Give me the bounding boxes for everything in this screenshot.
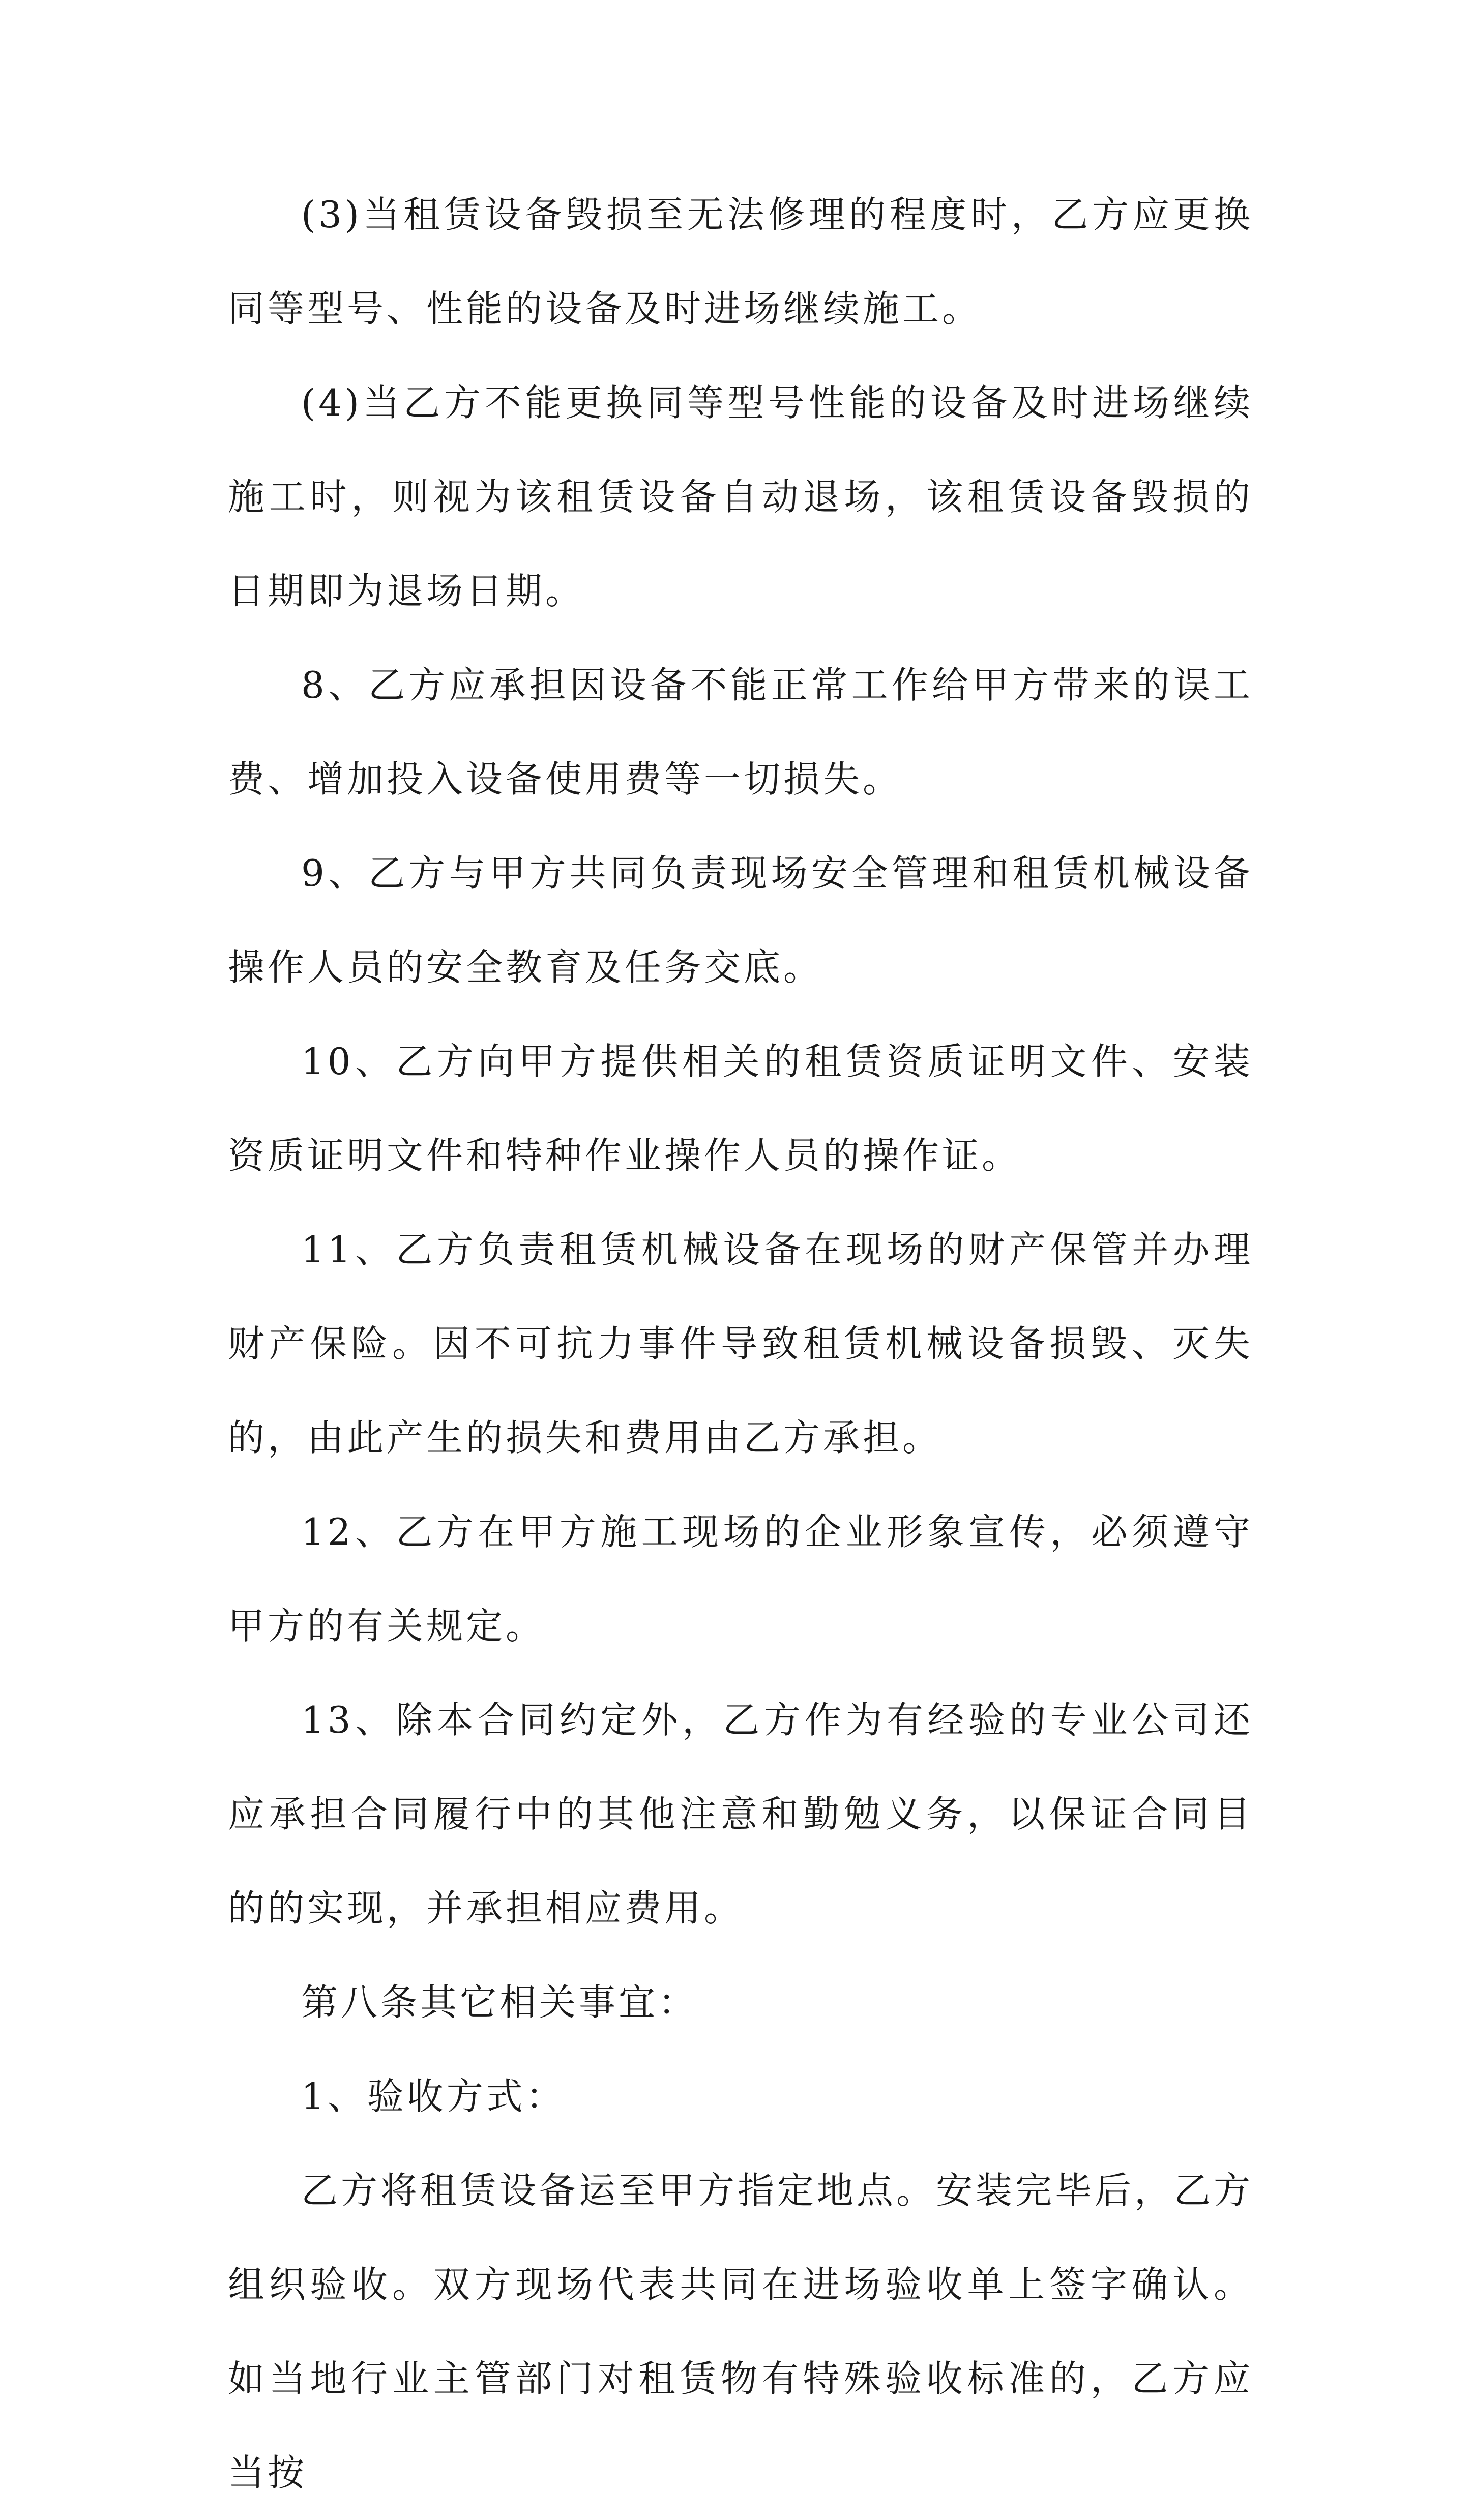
paragraph-clause-12: 12、乙方在甲方施工现场的企业形象宣传，必须遵守甲方的有关规定。 — [228, 1510, 1253, 1647]
paragraph-clause-10: 10、乙方向甲方提供相关的租赁资质证明文件、安装资质证明文件和特种作业操作人员的操作证。 — [228, 1040, 1253, 1177]
subheading-acceptance-method: 1、验收方式： — [301, 2075, 566, 2118]
document-body — [228, 168, 1253, 2520]
paragraph-clause-9: 9、乙方与甲方共同负责现场安全管理和租赁机械设备操作人员的安全教育及任务交底。 — [228, 852, 1253, 989]
paragraph-acceptance-details: 乙方将租赁设备运至甲方指定地点。安装完毕后，乙方组织验收。双方现场代表共同在进场验收单上签字确认。如当地行业主管部门对租赁物有特殊验收标准的，乙方应当按 — [228, 2169, 1254, 2494]
paragraph-clause-7-3: (3)当租赁设备毁损至无法修理的程度时，乙方应更换同等型号、性能的设备及时进场继续施工。 — [228, 193, 1253, 330]
paragraph-clause-8: 8、乙方应承担因设备不能正常工作给甲方带来的误工费、增加投入设备使用费等一切损失。 — [228, 664, 1253, 801]
paragraph-clause-13: 13、除本合同约定外，乙方作为有经验的专业公司还应承担合同履行中的其他注意和勤勉义务，以保证合同目的的实现，并承担相应费用。 — [228, 1699, 1253, 1930]
paragraph-clause-7-4: (4)当乙方不能更换同等型号性能的设备及时进场继续施工时，则视为该租赁设备自动退场，该租赁设备毁损的日期即为退场日期。 — [228, 381, 1253, 612]
section-heading-article-8: 第八条其它相关事宜： — [301, 1981, 698, 2024]
paragraph-clause-11: 11、乙方负责租赁机械设备在现场的财产保管并办理财产保险。因不可抗力事件导致租赁机械设备损毁、灭失的，由此产生的损失和费用由乙方承担。 — [228, 1228, 1253, 1459]
